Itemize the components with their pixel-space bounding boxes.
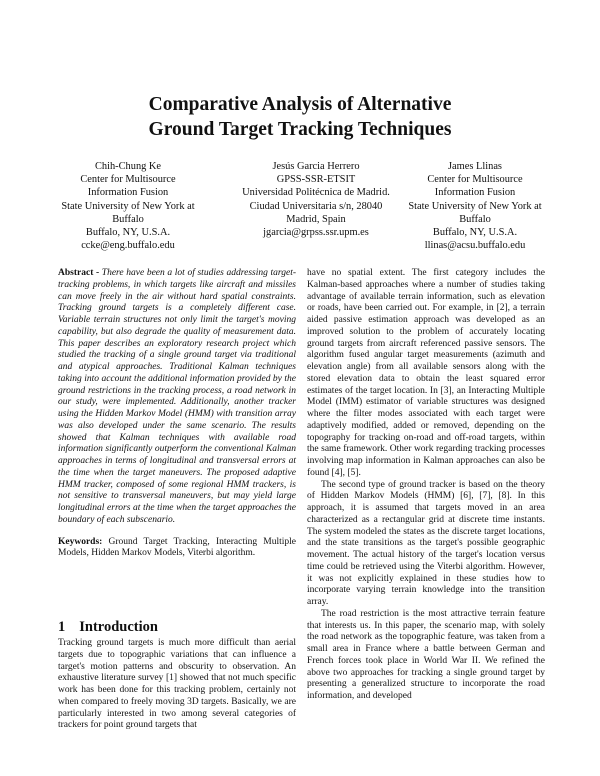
author-affiliation-line: Information Fusion bbox=[87, 187, 169, 199]
author-name: Jesús Garcia Herrero bbox=[272, 161, 360, 172]
author-email[interactable]: llinas@acsu.buffalo.edu bbox=[424, 240, 526, 252]
section-heading-introduction bbox=[58, 619, 158, 636]
introduction-text: Tracking ground targets is much more difficult than aerial targets due to topographic variations that can influence a target's motion patterns and obscurity to observation. An exhaustive literature survey [1] showed that not much specific work has been done for this tracking problem, certainly not when compared to freely moving 3D targets. Basically, we are particularly interested in two among several categories of trackers for point ground targets that bbox=[58, 638, 296, 731]
author-affiliation-line: Madrid, Spain bbox=[286, 213, 346, 225]
author-affiliation-line: State University of New York at bbox=[408, 200, 542, 212]
author-affiliation-line: Center for Multisource bbox=[80, 174, 176, 186]
abstract-text: There have been a lot of studies addressing target-tracking problems, in which targets like aircraft and missiles can move freely in the air without hard spatial constraints. Tracking ground targets is a completely different case. Variable terrain structures not only limit the target's moving capability, but also degrade the quality of measurement data. This paper describes an exploratory research project which studied the tracking of a single ground target via traditional and atypical approaches. Traditional Kalman techniques taking into account the additional information provided by the ground restrictions in the tracking process, a road network in our study, were implemented. Additionally, another tracker using the Hidden Markov Model (HMM) with transition array was also developed under the same scenario. The results showed that Kalman techniques with available road information significantly outperform the conventional Kalman approaches in terms of longitudinal and transversal errors at the time when the target maneuvers. The proposed adaptive HMM tracker, composed of some regional HMM trackers, is not sensitive to transversal maneuvers, but may yield large longitudinal errors at the time when the target approaches the boundary of each subscenario. bbox=[58, 268, 296, 525]
author-email[interactable]: ccke@eng.buffalo.edu bbox=[81, 240, 175, 252]
title-line-1: Comparative Analysis of Alternative bbox=[148, 94, 452, 115]
author-affiliation-line: Center for Multisource bbox=[427, 174, 523, 186]
right-column bbox=[307, 268, 545, 703]
abstract-heading: Abstract - bbox=[58, 268, 102, 278]
author-affiliation-line: Ciudad Universitaria s/n, 28040 bbox=[249, 200, 383, 212]
author-name: James Llinas bbox=[448, 161, 502, 172]
keywords-heading: Keywords: bbox=[58, 536, 109, 547]
author-email[interactable]: jgarcia@grpss.ssr.upm.es bbox=[263, 227, 369, 239]
author-affiliation-line: Universidad Politécnica de Madrid. bbox=[242, 187, 390, 199]
author-block bbox=[0, 160, 600, 250]
keywords bbox=[58, 537, 296, 561]
author-affiliation-line: Buffalo, NY, U.S.A. bbox=[85, 227, 171, 239]
author-affiliation-line: GPSS-SSR-ETSIT bbox=[276, 174, 356, 186]
paragraph: The second type of ground tracker is based on the theory of Hidden Markov Models (HMM) [6], [7], [8]. In this approach, it is assumed that targets moved in an area characterized as a rectangular grid at discrete time instants. The system modeled the states as the discrete target locations, and the state transitions as the target's possible geographic movement. The actual history of the target's location versus time could be retrieved using the Viterbi algorithm. However, it was not explicitly explained in these studies how to incorporate varying terrain knowledge into the transition array. bbox=[307, 479, 545, 607]
section-title: Introduction bbox=[79, 619, 158, 635]
author-affiliation-line: State University of New York at bbox=[61, 200, 195, 212]
author-affiliation-line: Buffalo, NY, U.S.A. bbox=[432, 227, 518, 239]
paragraph: have no spatial extent. The first category includes the Kalman-based approaches where a number of studies taking advantage of available terrain information, such as elevation or roads, have been carried out. For example, in [2], a terrain aided passive estimation approach was developed as an improved solution to the problem of accurately locating ground targets from aircraft referenced passive sensors. The algorithm fused angular target measurements (azimuth and elevation angle) from all available sensors along with the stored elevation data to obtain the least squared error estimates of the target location. In [3], an Interacting Multiple Model (IMM) estimator of variable structures was designed where the filter modes associated with each target were adaptively modified, added or removed, depending on the topography for tracking on-road and off-road targets, within the same framework. Other work regarding tracking processes involving map information in Kalman approaches can also be found [4], [5]. bbox=[307, 268, 545, 478]
keywords-text: Ground Target Tracking, Interacting Multiple Models, Hidden Markov Models, Viterbi algorithm. bbox=[58, 536, 296, 559]
author-affiliation-line: Buffalo bbox=[459, 213, 491, 225]
paragraph: The road restriction is the most attractive terrain feature that interests us. In this paper, the scenario map, with solely the road network as the topographic feature, was taken from a small area in France where a battle between German and French forces took place in World War II. We refined the above two approaches for tracking a single ground target by presenting a generalized structure to incorporate the road information, and developed bbox=[307, 608, 545, 701]
abstract bbox=[58, 268, 296, 527]
paper-title bbox=[0, 92, 600, 142]
author-name: Chih-Chung Ke bbox=[94, 161, 162, 172]
title-line-2: Ground Target Tracking Techniques bbox=[148, 119, 452, 140]
author-affiliation-line: Buffalo bbox=[112, 213, 144, 225]
section-number: 1 bbox=[58, 619, 66, 635]
author-affiliation-line: Information Fusion bbox=[434, 187, 516, 199]
left-column bbox=[58, 268, 296, 560]
